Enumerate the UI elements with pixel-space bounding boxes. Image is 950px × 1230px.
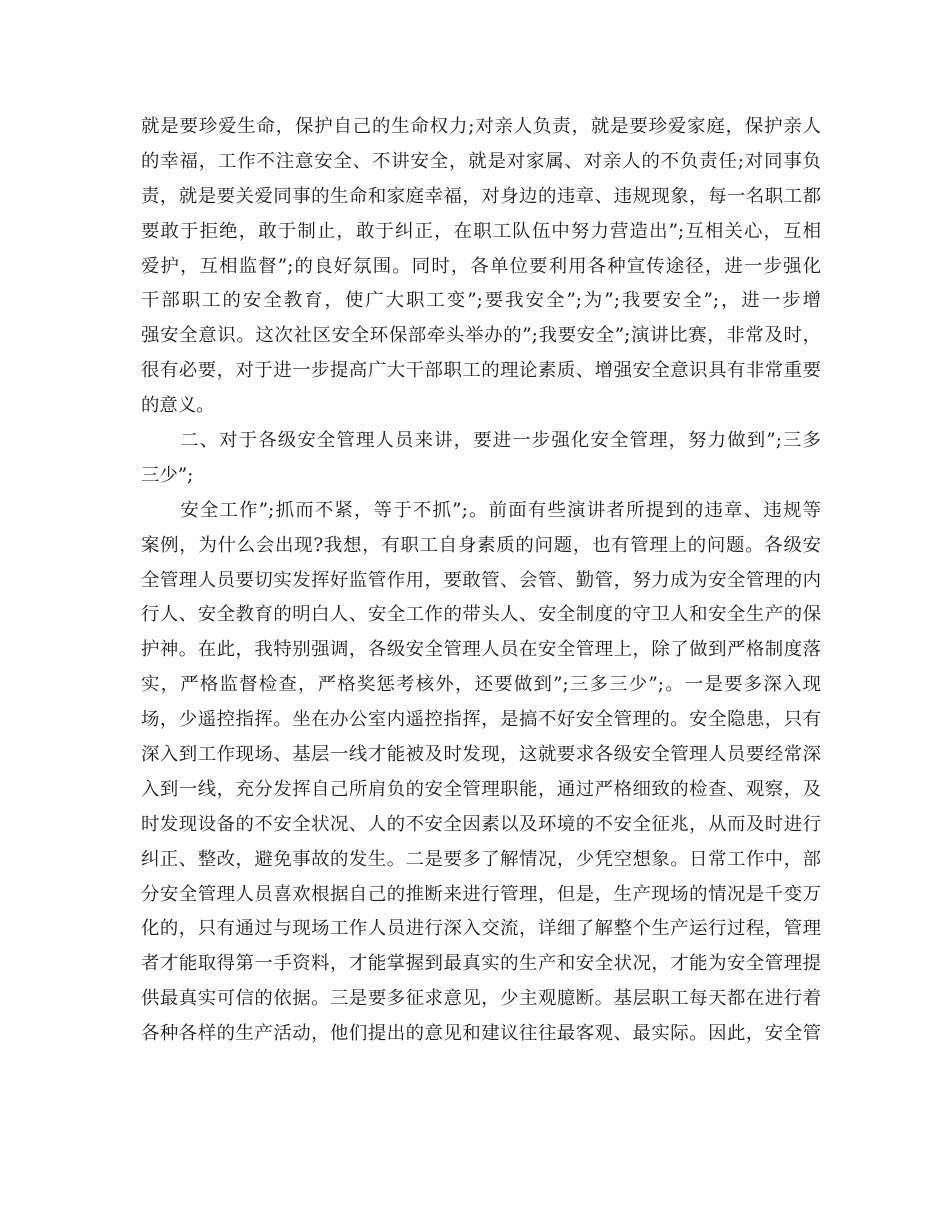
text-line: 责，就是要关爱同事的生命和家庭幸福，对身边的违章、违规现象，每一名职工都 (141, 185, 821, 207)
text-line: 的意义。 (141, 395, 215, 417)
text-line: 要敢于拒绝，敢于制止，敢于纠正，在职工队伍中努力营造出”;互相关心，互相 (141, 220, 821, 242)
text-line: 护神。在此，我特别强调，各级安全管理人员在安全管理上，除了做到严格制度落 (141, 639, 821, 661)
text-line: 行人、安全教育的明白人、安全工作的带头人、安全制度的守卫人和安全生产的保 (141, 604, 821, 626)
text-line: 的幸福，工作不注意安全、不讲安全，就是对家属、对亲人的不负责任;对同事负 (141, 150, 821, 172)
text-line: 爱护，互相监督”;的良好氛围。同时，各单位要利用各种宣传途径，进一步强化 (141, 255, 821, 277)
text-line: 三少”; (141, 464, 194, 486)
text-line: 干部职工的安全教育，使广大职工变”;要我安全”;为”;我要安全”;，进一步增 (141, 290, 821, 312)
text-line: 就是要珍爱生命，保护自己的生命权力;对亲人负责，就是要珍爱家庭，保护亲人 (141, 116, 821, 137)
text-line: 深入到工作现场、基层一线才能被及时发现，这就要求各级安全管理人员要经常深 (141, 744, 821, 766)
text-line: 二、对于各级安全管理人员来讲，要进一步强化安全管理，努力做到”;三多 (141, 430, 821, 452)
text-line: 安全工作”;抓而不紧，等于不抓”;。前面有些演讲者所提到的违章、违规等 (141, 499, 821, 521)
text-line: 场，少遥控指挥。坐在办公室内遥控指挥，是搞不好安全管理的。安全隐患，只有 (141, 709, 821, 731)
text-line: 供最真实可信的依据。三是要多征求意见，少主观臆断。基层职工每天都在进行着 (141, 988, 821, 1010)
text-line: 分安全管理人员喜欢根据自己的推断来进行管理，但是，生产现场的情况是千变万 (141, 883, 821, 905)
text-line: 入到一线，充分发挥自己所肩负的安全管理职能，通过严格细致的检查、观察，及 (141, 778, 821, 800)
text-line: 化的，只有通过与现场工作人员进行深入交流，详细了解整个生产运行过程，管理 (141, 918, 821, 940)
document-body (141, 110, 821, 1052)
text-line: 者才能取得第一手资料，才能掌握到最真实的生产和安全状况，才能为安全管理提 (141, 953, 821, 975)
text-line: 纠正、整改，避免事故的发生。二是要多了解情况，少凭空想象。日常工作中，部 (141, 848, 821, 870)
text-line: 实，严格监督检查，严格奖惩考核外，还要做到”;三多三少”;。一是要多深入现 (141, 674, 821, 696)
text-line: 各种各样的生产活动，他们提出的意见和建议往往最客观、最实际。因此，安全管 (141, 1023, 821, 1045)
text-line: 案例，为什么会出现?我想，有职工自身素质的问题，也有管理上的问题。各级安 (141, 534, 821, 556)
text-line: 全管理人员要切实发挥好监管作用，要敢管、会管、勤管，努力成为安全管理的内 (141, 569, 821, 591)
text-line: 强安全意识。这次社区安全环保部牵头举办的”;我要安全”;演讲比赛，非常及时， (141, 325, 821, 347)
text-line: 很有必要，对于进一步提高广大干部职工的理论素质、增强安全意识具有非常重要 (141, 360, 821, 382)
text-line: 时发现设备的不安全状况、人的不安全因素以及环境的不安全征兆，从而及时进行 (141, 813, 821, 835)
